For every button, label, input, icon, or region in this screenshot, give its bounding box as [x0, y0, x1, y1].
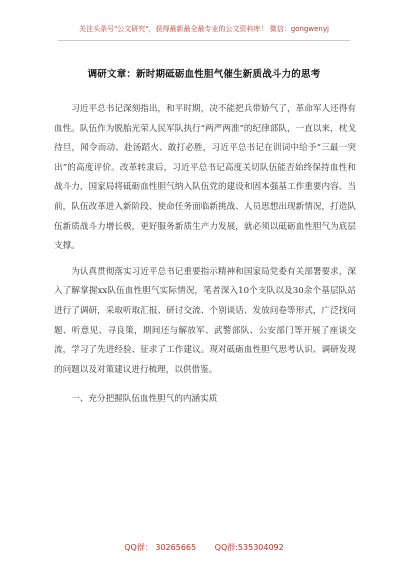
document-body	[54, 100, 356, 410]
document-title: 调研文章：新时期砥砺血性胆气催生新质战斗力的思考	[87, 69, 321, 80]
body-paragraph-1: 习近平总书记深刻指出，和平时期，决不能把兵带娇气了，革命军人还得有血性。队伍作为脱胎光荣人民军队执行“两严两准”的纪律部队，一直以来，枕戈待旦，闻令而动、赴汤蹈火、敢打必胜，习近平总书记在训词中给予“三最一突出”的高度评价。改革转隶后，习近平总书记高度关切队伍能否始终保持血性和战斗力，国家局将砥砺血性胆气纳入队伍党的建设和固本强基工作重要内容。当前，队伍改革进入新阶段、使命任务面临新挑战、人员思想出现新情况，打造队伍新质战斗力增长极，更好服务新质生产力发展，就必须以砥砺血性胆气为底层支撑。	[54, 104, 356, 252]
page-header-watermark: 关注头条号"公文研究"，获得最新最全最专业的公文资料库！ 微信：gongwenyj	[79, 25, 329, 33]
header-divider	[58, 40, 350, 41]
page-footer	[0, 542, 408, 553]
section-heading: 一、充分把握队伍血性胆气的内涵实质	[71, 394, 218, 405]
footer-qq-group-right: QQ群:535304092	[214, 543, 284, 552]
body-paragraph-2: 为认真贯彻落实习近平总书记重要指示精神和国家局党委有关部署要求，深入了解掌握xx队伍血性胆气实际情况，笔者深入10个支队以及30余个基层队站进行了调研，采取听取汇报、研讨交流、个别谈话、发放问卷等形式，广泛找问题、听意见、寻良策，期间还与解放军、武警部队、公安部门等开展了座谈交流，学习了先进经验、征求了工作建议。现对砥砺血性胆气思考认识、调研发现的问题以及对策建议进行梳理，以供借鉴。	[54, 266, 356, 375]
footer-qq-group-left: QQ群： 30265665	[124, 543, 197, 552]
